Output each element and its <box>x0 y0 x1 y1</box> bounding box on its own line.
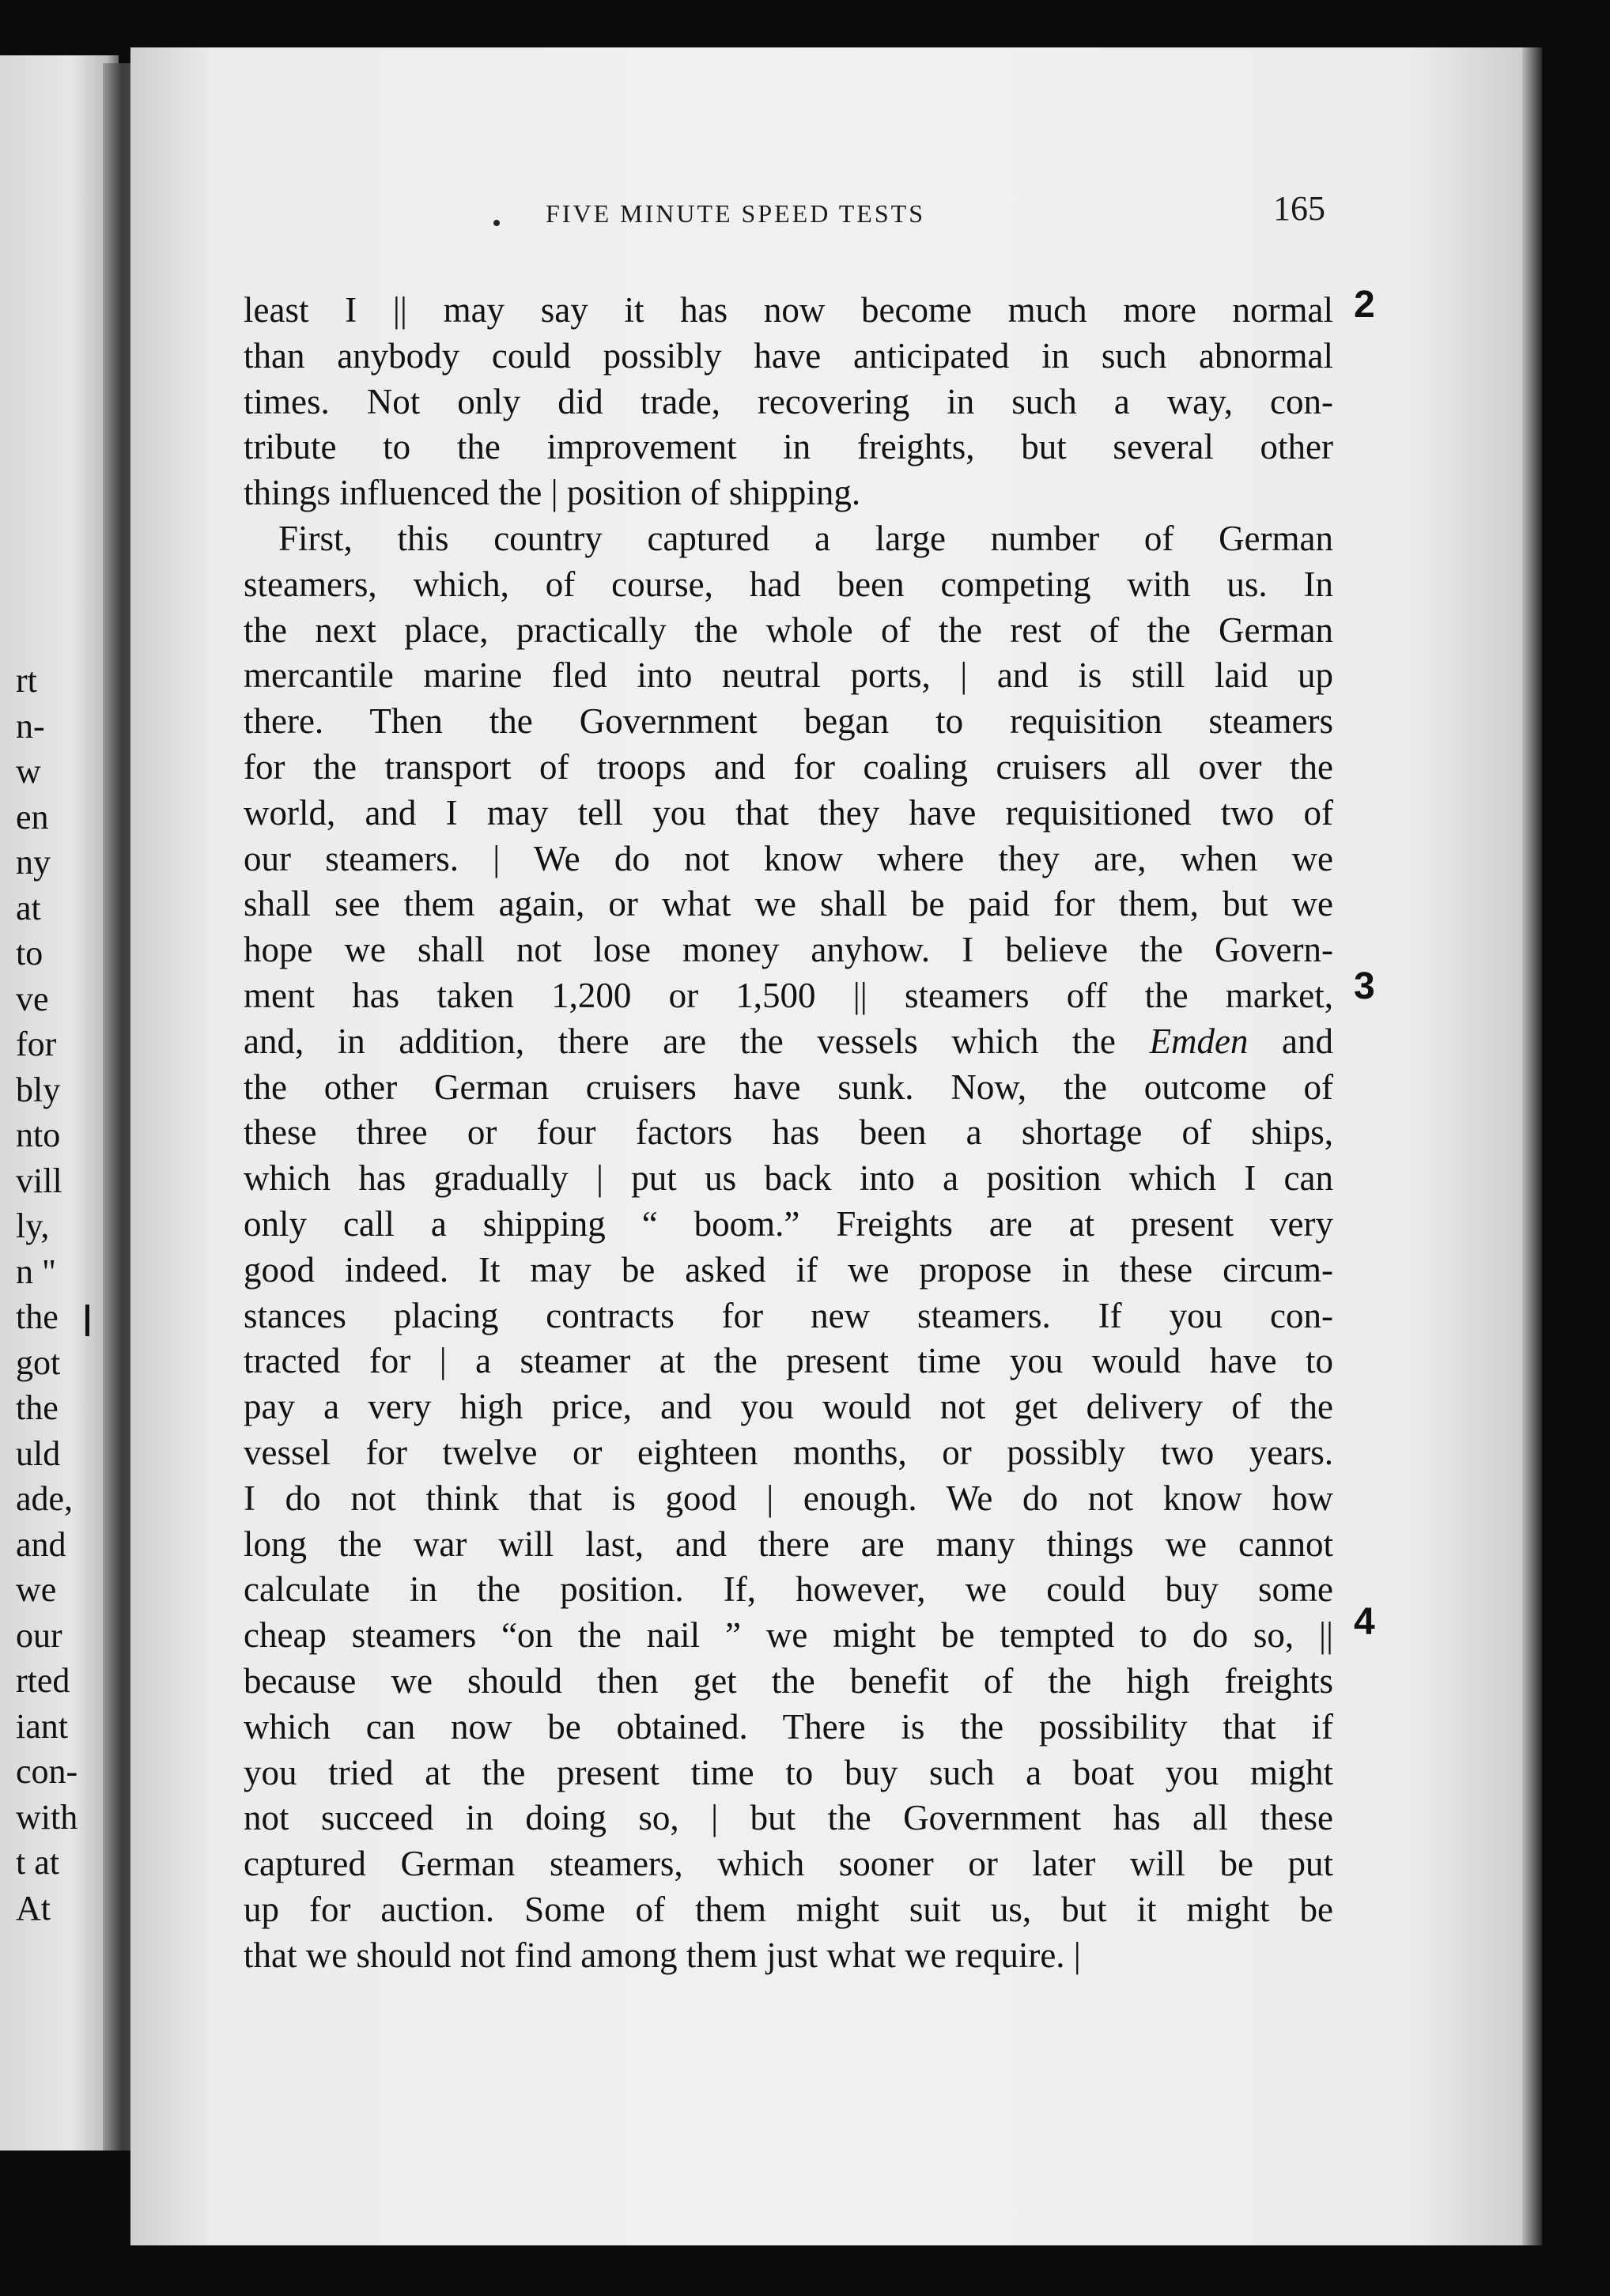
text-line: First, this country captured a large number of German <box>278 519 1333 558</box>
text-line: these three or four factors has been a shortage of ships, <box>244 1112 1333 1153</box>
left-page-fragment: with <box>16 1797 78 1837</box>
left-page-fragment: ny <box>16 843 51 882</box>
text-line: the other German cruisers have sunk. Now, the outcome of <box>244 1067 1333 1107</box>
left-page-fragment: iant <box>16 1706 68 1746</box>
text-line: which has gradually | put us back into a position which I can <box>244 1158 1333 1199</box>
text-line: ment has taken 1,200 or 1,500 || steamers off the market, <box>244 976 1333 1015</box>
left-page <box>0 55 119 2151</box>
text-line: and, in addition, there are the vessels which the Emden and <box>244 1021 1333 1061</box>
margin-mark-3: 3 <box>1354 965 1375 1007</box>
left-margin-tick <box>85 1305 89 1336</box>
left-page-fragment: con- <box>16 1752 78 1791</box>
left-page-fragment: ade, <box>16 1479 74 1518</box>
header-dot <box>493 220 500 226</box>
left-page-fragment: n " <box>16 1252 56 1291</box>
text-line: times. Not only did trade, recovering in such a way, con- <box>244 381 1333 421</box>
text-line: I do not think that is good | enough. We do not know how <box>244 1478 1333 1518</box>
text-line: mercantile marine fled into neutral ports, | and is still laid up <box>244 655 1333 696</box>
left-page-fragment: nto <box>16 1116 61 1154</box>
text-line: captured German steamers, which sooner or later will be put <box>244 1844 1333 1884</box>
left-page-fragment: rt <box>16 661 37 700</box>
text-line: because we should then get the benefit of the high freights <box>244 1661 1333 1701</box>
text-line: good indeed. It may be asked if we propose in these circum- <box>244 1249 1333 1290</box>
margin-mark-4: 4 <box>1354 1601 1375 1643</box>
text-line: up for auction. Some of them might suit us, but it might be <box>244 1890 1333 1929</box>
left-page-fragment: bly <box>16 1070 61 1109</box>
text-line: that we should not find among them just what we require. | <box>244 1935 1081 1975</box>
page-number: 165 <box>1273 189 1325 228</box>
text-line: only call a shipping “ boom.” Freights are at present very <box>244 1204 1333 1244</box>
left-page-fragment: n- <box>16 706 45 746</box>
text-line: stances placing contracts for new steamers. If you con- <box>244 1295 1333 1335</box>
text-line: steamers, which, of course, had been competing with us. In <box>244 564 1333 604</box>
text-line: there. Then the Government began to requisition steamers <box>244 701 1333 742</box>
text-line: least I || may say it has now become much more normal <box>244 290 1333 330</box>
text-line: our steamers. | We do not know where they are, when we <box>244 838 1333 878</box>
left-page-fragment: to <box>16 934 43 972</box>
text-line: long the war will last, and there are many things we cannot <box>244 1524 1333 1564</box>
left-page-fragment: we <box>16 1570 57 1609</box>
left-page-fragment: for <box>16 1025 57 1063</box>
text-line: pay a very high price, and you would not get delivery of the <box>244 1387 1333 1427</box>
text-line: you tried at the present time to buy such a boat you might <box>244 1752 1333 1792</box>
left-page-fragment: t at <box>16 1843 59 1882</box>
left-page-fragment: vill <box>16 1161 62 1200</box>
text-line: tribute to the improvement in freights, but several other <box>244 427 1333 467</box>
left-page-fragment: uld <box>16 1433 61 1473</box>
left-page-fragment: the <box>16 1297 59 1336</box>
left-page-fragment: ly, <box>16 1207 50 1245</box>
left-page-fragment: en <box>16 797 49 836</box>
left-page-fragment: rted <box>16 1661 70 1700</box>
text-line: than anybody could possibly have anticipated in such abnormal <box>244 335 1333 376</box>
page-edge-shadow <box>1522 47 1542 2245</box>
text-line: things influenced the | position of shipping. <box>244 473 861 513</box>
text-line: the next place, practically the whole of the rest of the German <box>244 610 1333 650</box>
text-line: vessel for twelve or eighteen months, or possibly two years. <box>244 1433 1333 1472</box>
left-page-fragment: our <box>16 1615 62 1655</box>
text-line: hope we shall not lose money anyhow. I believe the Govern- <box>244 930 1333 970</box>
left-page-fragment: got <box>16 1342 61 1382</box>
running-title: FIVE MINUTE SPEED TESTS <box>546 199 925 228</box>
text-line: shall see them again, or what we shall be paid for them, but we <box>244 884 1333 924</box>
text-line: for the transport of troops and for coaling cruisers all over the <box>244 747 1333 787</box>
left-page-fragment: the <box>16 1388 59 1427</box>
text-line: which can now be obtained. There is the possibility that if <box>244 1706 1333 1747</box>
text-line: not succeed in doing so, | but the Government has all these <box>244 1798 1333 1838</box>
left-page-fragment: at <box>16 888 41 927</box>
margin-mark-2: 2 <box>1354 284 1375 326</box>
text-line: world, and I may tell you that they have requisitioned two of <box>244 792 1333 833</box>
left-page-fragment: w <box>16 752 41 791</box>
text-line: cheap steamers “on the nail ” we might be tempted to do so, || <box>244 1615 1333 1656</box>
left-page-fragment: and <box>16 1524 66 1564</box>
text-line: calculate in the position. If, however, we could buy some <box>244 1569 1333 1610</box>
left-page-fragment: ve <box>16 979 49 1018</box>
text-line: tracted for | a steamer at the present time you would have to <box>244 1341 1333 1381</box>
left-page-fragment: At <box>16 1888 51 1928</box>
